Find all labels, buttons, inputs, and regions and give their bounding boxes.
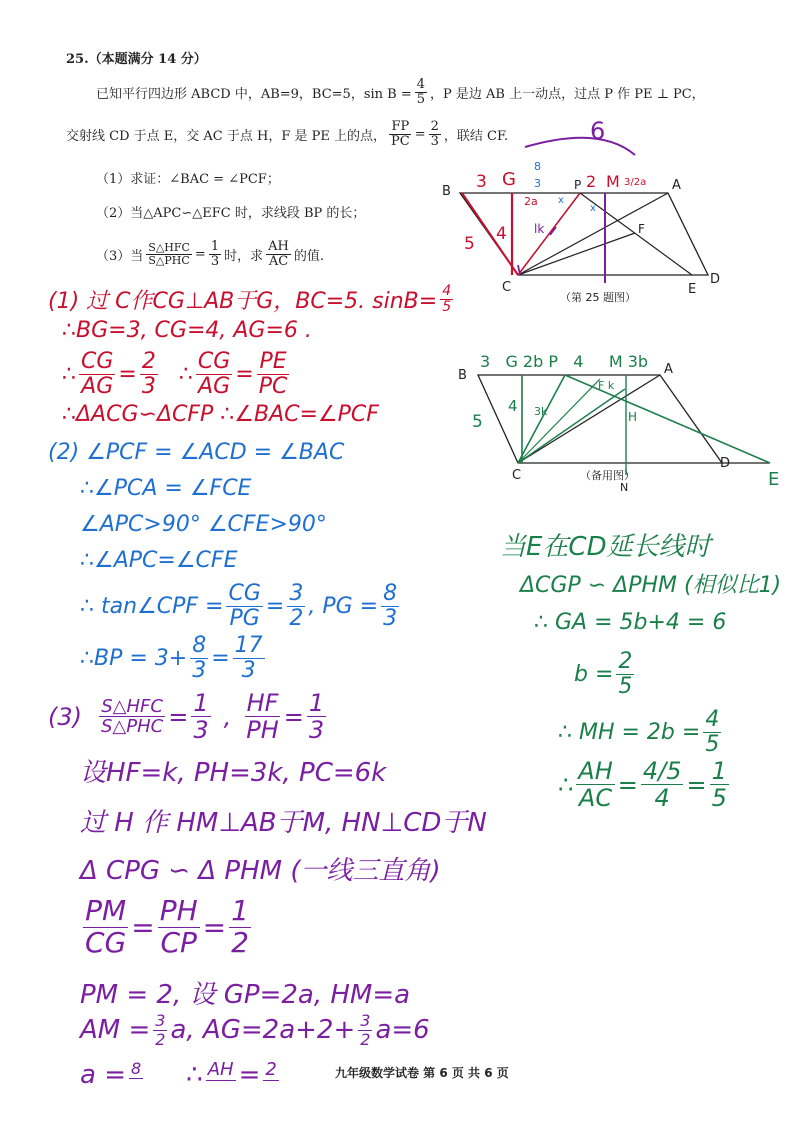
- area-phc: S△PHC: [148, 254, 190, 268]
- purple-hf-ph-fraction: [244, 690, 281, 744]
- area-hfc: S△HFC: [148, 241, 190, 255]
- red-equals: =: [118, 362, 137, 388]
- blue-three-b: 3: [383, 606, 398, 632]
- area-ratio-fraction: [146, 242, 192, 267]
- question-2: （2）当△APC∽△EFC 时，求线段 BP 的长；: [96, 206, 366, 221]
- blue-eight-thirds: [381, 582, 399, 631]
- ratio-numerator: 2: [430, 119, 439, 134]
- purple-one-half: [229, 896, 251, 959]
- green-equals-2: =: [686, 770, 707, 799]
- red-cg-ag-fraction-2: [196, 350, 232, 399]
- red-pe-pc-fraction: [257, 350, 290, 399]
- equals-sign: =: [414, 127, 426, 143]
- purple-final-equals: =: [238, 1060, 261, 1090]
- blue-bp-equals: =: [211, 646, 230, 672]
- fig1-hand-m: M: [606, 172, 620, 191]
- red-equals-2: =: [235, 362, 254, 388]
- purple-pm: PM: [85, 894, 127, 927]
- purple-cg: CG: [85, 925, 127, 959]
- purple-three-halves-b: [358, 1012, 372, 1048]
- fig1-hand-lk: lk: [534, 222, 545, 236]
- fig1-label-b: B: [442, 184, 451, 199]
- purple-line-7: [80, 1012, 430, 1048]
- problem-line-1: [96, 78, 705, 108]
- purple-one: 1: [193, 689, 209, 717]
- red-ag: AG: [81, 374, 114, 400]
- purple-line-6: PM = 2, 设 GP=2a, HM=a: [80, 980, 411, 1010]
- red-pe: PE: [259, 349, 287, 374]
- sinb-fraction: [415, 78, 427, 108]
- blue-pg-text: , PG =: [308, 594, 379, 620]
- red-sinb-fraction: [440, 284, 453, 316]
- fig2-caption: （备用图）: [580, 469, 635, 482]
- one-third-num: 1: [210, 239, 220, 254]
- blue-bp-eight-thirds: [190, 634, 208, 683]
- purple-cp: CP: [160, 925, 197, 959]
- red-ag-2: AG: [198, 374, 231, 400]
- fig1-label-e: E: [688, 282, 697, 297]
- pc-denominator: PC: [390, 134, 410, 150]
- red-sinb-num: 4: [442, 283, 452, 299]
- problem-number: 25.（本题满分 14 分）: [66, 52, 207, 67]
- green-line-3: ∴ GA = 5b+4 = 6: [534, 610, 727, 635]
- purple-half-one: 1: [231, 894, 249, 927]
- blue-equals: =: [265, 594, 285, 620]
- purple-three-halves-num: 3: [155, 1011, 166, 1030]
- purple-hf: HF: [246, 689, 279, 717]
- green-line-2: ΔCGP ∽ ΔPHM (相似比1): [520, 573, 782, 598]
- purple-three-b: 3: [308, 716, 325, 745]
- green-compound-fraction: [641, 758, 684, 812]
- fig1-caption: （第 25 题图）: [560, 291, 636, 304]
- fig1-hand-eight: 8: [534, 160, 541, 173]
- red-line-2: ∴BG=3, CG=4, AG=6 .: [62, 318, 312, 343]
- fig2-label-e: E: [768, 469, 780, 490]
- one-third-fraction: [209, 240, 221, 270]
- fig2-hand-top: 3 G 2b P 4 M 3b: [480, 352, 649, 371]
- blue-bp-three-b: 3: [241, 658, 256, 684]
- ratio-denominator: 3: [430, 134, 439, 150]
- blue-pg: PG: [229, 606, 260, 632]
- purple-half-two: 2: [231, 925, 249, 959]
- question-3: [96, 240, 324, 270]
- blue-line-2: ∴∠PCA = ∠FCE: [80, 476, 252, 501]
- green-two-fifths: [616, 650, 634, 699]
- blue-cg-pg-fraction: [226, 582, 262, 631]
- blue-line-6: [80, 634, 268, 683]
- red-line-1-text: (1) 过 C作CG⊥AB于G，BC=5. sinB=: [48, 289, 438, 315]
- purple-line-1: (3) $\frac{\text{S△HFC}}{\text{S△PHC}}$ = $\frac{1}{3}$ , $\frac{HF}{PH}$ = $\frac{1}{3}$: [48, 689, 325, 745]
- spare-diagram: [450, 345, 790, 495]
- red-line-3: [62, 350, 292, 399]
- spare-segment-cf: [518, 389, 625, 463]
- green-five-c: 5: [711, 784, 727, 813]
- one-third-den: 3: [210, 254, 220, 270]
- purple-pm-cg-fraction: [83, 896, 128, 959]
- blue-three-halves: [287, 582, 305, 631]
- page-footer: 九年级数学试卷 第 6 页 共 6 页: [335, 1066, 509, 1080]
- fig1-hand-four: 4: [496, 224, 507, 244]
- purple-part-label: (3): [48, 702, 82, 731]
- red-two-thirds: [140, 350, 158, 399]
- purple-a-text: a =: [80, 1060, 126, 1090]
- fig2-hand-four: 4: [508, 397, 518, 415]
- green-two: 2: [618, 649, 633, 674]
- red-therefore-1: ∴: [62, 362, 76, 388]
- green-four-fifths: [703, 708, 721, 757]
- green-one-fifth: [710, 758, 729, 812]
- fig1-hand-x2: x: [590, 203, 596, 214]
- fig1-label-a: A: [672, 178, 681, 193]
- green-five: 5: [618, 674, 633, 700]
- fig2-hand-five: 5: [472, 412, 483, 432]
- purple-line-8: [80, 1060, 282, 1100]
- purple-ph-2: PH: [159, 894, 198, 927]
- green-line-5: [558, 708, 724, 757]
- purple-three-halves-den-b: 2: [360, 1029, 371, 1049]
- purple-equals-2: =: [283, 702, 304, 731]
- purple-ag-end: a=6: [375, 1015, 430, 1046]
- problem-line-2-text-c: ，联结 CF.: [443, 129, 509, 145]
- red-two: 2: [141, 349, 156, 374]
- fig1-hand-six: 6: [590, 117, 606, 145]
- purple-one-third-b: [307, 690, 326, 744]
- red-line-1: [48, 284, 456, 316]
- fp-numerator: FP: [391, 119, 410, 134]
- spare-segment-pc: [518, 375, 565, 463]
- purple-line-2: 设HF=k, PH=3k, PC=6k: [80, 758, 387, 788]
- fp-pc-fraction: [389, 120, 412, 150]
- purple-ah: AH: [207, 1060, 234, 1080]
- green-b-text: b =: [574, 662, 614, 688]
- purple-a-fraction: [129, 1060, 143, 1079]
- fig1-hand-three: 3: [476, 172, 487, 192]
- fig1-label-p: P: [574, 178, 582, 192]
- problem-line-1-text-b: ，P 是边 AB 上一动点，过点 P 作 PE ⊥ PC，: [430, 87, 705, 103]
- red-pc: PC: [258, 374, 288, 400]
- red-cg-2: CG: [197, 349, 231, 374]
- fig1-label-c: C: [502, 280, 512, 295]
- green-line-1: 当E在CD延长线时: [500, 532, 711, 562]
- ah-ac-fraction: [266, 240, 291, 270]
- spare-segment-pe: [565, 375, 770, 463]
- purple-am-text: AM =: [80, 1015, 151, 1046]
- red-three: 3: [141, 374, 156, 400]
- fig1-hand-2a: 2a: [524, 195, 538, 208]
- purple-ph: PH: [246, 716, 279, 745]
- purple-arc: [525, 138, 635, 155]
- purple-area-phc: S△PHC: [101, 716, 164, 738]
- green-five-b: 5: [705, 732, 720, 758]
- ah-numerator: AH: [268, 239, 289, 254]
- fig2-label-d: D: [720, 456, 731, 471]
- purple-final-fraction: [263, 1060, 278, 1081]
- purple-ag-text: a, AG=2a+2+: [170, 1015, 356, 1046]
- fig1-hand-g: G: [502, 169, 516, 190]
- purple-ph-cp-fraction: [158, 896, 200, 959]
- green-mh-text: ∴ MH = 2b =: [558, 720, 701, 746]
- segment-pe: [580, 193, 692, 275]
- purple-line-3: 过 H 作 HM⊥AB于M, HN⊥CD于N: [80, 808, 487, 838]
- question-3-equals: =: [194, 247, 206, 263]
- blue-tan-text: ∴ tan∠CPF =: [80, 594, 224, 620]
- fig2-hand-h: H: [628, 410, 638, 424]
- green-ah-ac-fraction: [576, 758, 614, 812]
- spare-extra-line: [518, 379, 600, 463]
- fig1-hand-three-b: 3: [534, 177, 541, 190]
- green-ac: AC: [578, 784, 613, 813]
- sinb-denominator: 5: [416, 92, 426, 108]
- blue-seventeen-thirds: [233, 634, 265, 683]
- blue-bp-text: ∴BP = 3+: [80, 646, 188, 672]
- blue-cg: CG: [228, 581, 261, 606]
- red-cg: CG: [81, 349, 114, 374]
- purple-line-4: Δ CPG ∽ Δ PHM (一线三直角): [80, 856, 441, 886]
- figure-25-diagram: [430, 115, 760, 310]
- question-1: （1）求证：∠BAC = ∠PCF；: [96, 172, 280, 187]
- purple-a-num: 8: [130, 1060, 142, 1078]
- blue-line-5: [80, 582, 402, 631]
- blue-bp-eight: 8: [192, 633, 207, 658]
- blue-bp-three: 3: [192, 658, 207, 684]
- fig1-hand-five: 5: [464, 234, 475, 254]
- green-four: 4: [705, 707, 720, 732]
- green-line-4: [574, 650, 637, 699]
- purple-three-halves: [153, 1012, 167, 1048]
- purple-three-halves-num-b: 3: [360, 1011, 371, 1030]
- green-equals-1: =: [617, 770, 638, 799]
- fig1-label-d: D: [710, 272, 721, 287]
- purple-one-third: [191, 690, 210, 744]
- green-compound-den: 4: [654, 784, 670, 813]
- fig2-label-a: A: [664, 362, 673, 377]
- red-cg-ag-fraction: [79, 350, 115, 399]
- red-line-4: ∴ΔACG∽ΔCFP ∴∠BAC=∠PCF: [62, 402, 379, 427]
- fig1-hand-two: 2: [586, 172, 597, 191]
- green-compound-num: 4/5: [642, 757, 682, 785]
- green-ah: AH: [578, 757, 613, 785]
- purple-three: 3: [193, 716, 209, 745]
- fig2-label-b: B: [458, 368, 467, 383]
- purple-ah-fraction: [206, 1060, 236, 1081]
- red-sinb-den: 5: [442, 299, 452, 316]
- fig2-label-c: C: [512, 468, 522, 483]
- question-3-text-c: 时，求: [224, 249, 264, 265]
- purple-one-b: 1: [308, 689, 325, 717]
- problem-line-2-text-a: 交射线 CD 于点 E，交 AC 于点 H，F 是 PE 上的点，: [66, 129, 386, 145]
- green-therefore: ∴: [558, 770, 574, 799]
- ac-denominator: AC: [268, 254, 289, 270]
- blue-line-1: (2) ∠PCF = ∠ACD = ∠BAC: [48, 440, 345, 465]
- blue-seventeen: 17: [234, 633, 263, 658]
- fig1-hand-m-frac: 3/2a: [624, 177, 647, 188]
- question-3-text-d: 的值.: [293, 249, 324, 265]
- question-3-text-a: （3）当: [96, 249, 144, 265]
- purple-area-fraction: [99, 697, 165, 738]
- fig2-hand-fk: F k: [598, 379, 615, 392]
- purple-equals-1: =: [168, 702, 189, 731]
- fig2-label-n: N: [620, 481, 629, 494]
- purple-area-hfc: S△HFC: [101, 695, 163, 717]
- problem-line-1-text-a: 已知平行四边形 ABCD 中，AB=9，BC=5，sin B =: [96, 87, 412, 103]
- segment-cf: [518, 233, 635, 275]
- green-one: 1: [711, 757, 727, 785]
- fig1-hand-x1: x: [558, 195, 564, 206]
- purple-final-two: 2: [265, 1060, 277, 1080]
- green-line-6: [558, 758, 732, 812]
- blue-eight: 8: [383, 581, 398, 606]
- purple-therefore: ∴: [186, 1060, 203, 1090]
- sinb-numerator: 4: [416, 77, 426, 92]
- blue-three: 3: [289, 581, 304, 606]
- spare-segment-ac: [518, 375, 660, 463]
- blue-two: 2: [289, 606, 304, 632]
- fig1-label-f: F: [638, 222, 645, 236]
- blue-line-3: ∠APC>90° ∠CFE>90°: [80, 512, 327, 537]
- blue-line-4: ∴∠APC=∠CFE: [80, 548, 238, 573]
- purple-three-halves-den: 2: [155, 1029, 166, 1049]
- purple-line-5: $\frac{PM}{CG}$ = $\frac{PH}{CP}$ = $\frac{1}{2}$: [85, 894, 249, 959]
- red-therefore-2: ∴: [178, 362, 193, 388]
- fig2-hand-3k: 3k: [534, 405, 548, 418]
